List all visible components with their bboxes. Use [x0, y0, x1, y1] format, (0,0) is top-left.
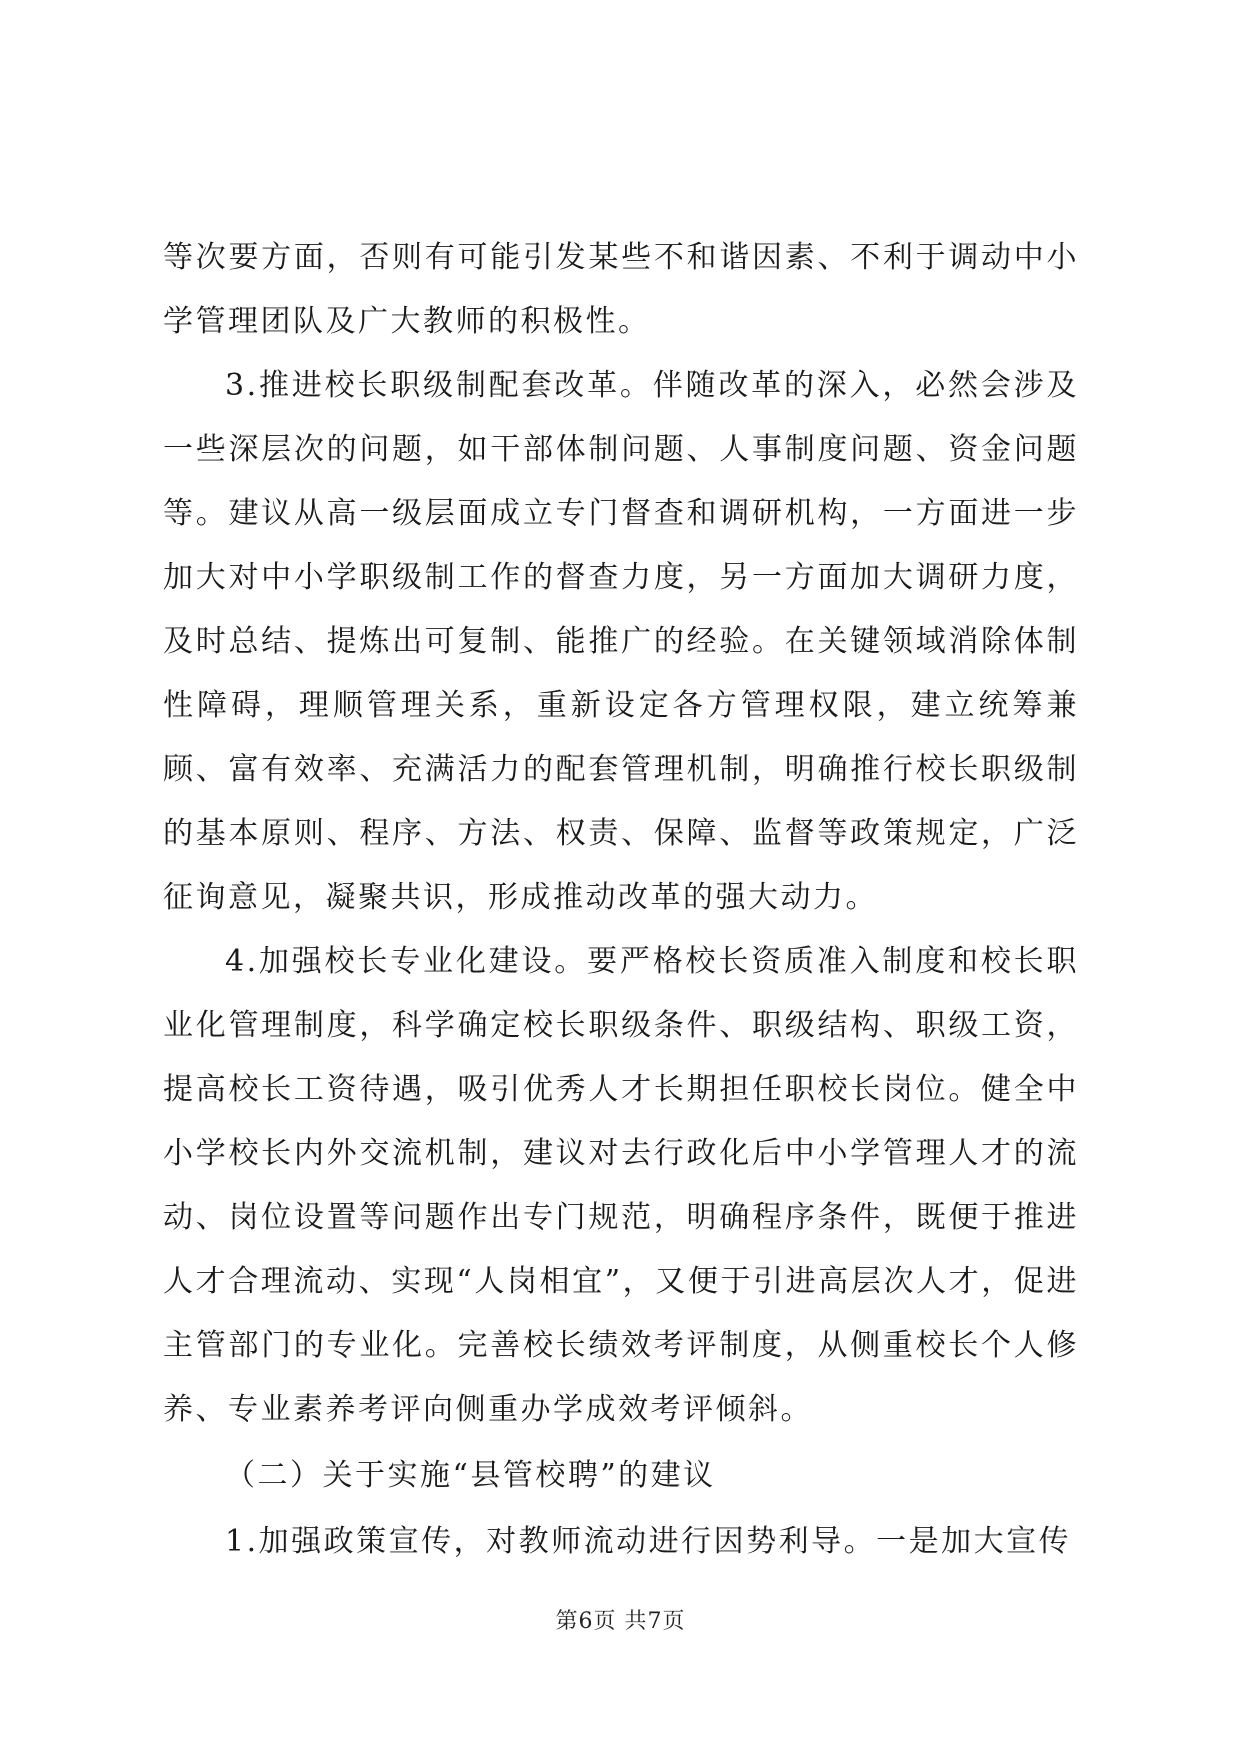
paragraph-item-4: 4.加强校长专业化建设。要严格校长资质准入制度和校长职业化管理制度，科学确定校长职级条件、职级结构、职级工资，提高校长工资待遇，吸引优秀人才长期担任职校长岗位。健全中小学校长内外交流机制，建议对去行政化后中小学管理人才的流动、岗位设置等问题作出专门规范，明确程序条件，既便于推进人才合理流动、实现“人岗相宜”，又便于引进高层次人才，促进主管部门的专业化。完善校长绩效考评制度，从侧重校长个人修养、专业素养考评向侧重办学成效考评倾斜。 — [163, 944, 1079, 1427]
paragraph-item-1: 1.加强政策宣传，对教师流动进行因势利导。一是加大宣传 — [225, 1524, 1072, 1559]
document-body — [163, 226, 1079, 1574]
paragraph-continuation: 等次要方面，否则有可能引发某些不和谐因素、不利于调动中小学管理团队及广大教师的积极性。 — [163, 240, 1079, 339]
paragraph-item-3: 3.推进校长职级制配套改革。伴随改革的深入，必然会涉及一些深层次的问题，如干部体制问题、人事制度问题、资金问题等。建议从高一级层面成立专门督查和调研机构，一方面进一步加大对中小学职级制工作的督查力度，另一方面加大调研力度，及时总结、提炼出可复制、能推广的经验。在关键领域消除体制性障碍，理顺管理关系，重新设定各方管理权限，建立统筹兼顾、富有效率、充满活力的配套管理机制，明确推行校长职级制的基本原则、程序、方法、权责、保障、监督等政策规定，广泛征询意见，凝聚共识，形成推动改革的强大动力。 — [163, 368, 1079, 915]
section-heading: （二）关于实施“县管校聘”的建议 — [225, 1458, 716, 1493]
page-footer: 第6页 共7页 — [555, 1609, 686, 1634]
